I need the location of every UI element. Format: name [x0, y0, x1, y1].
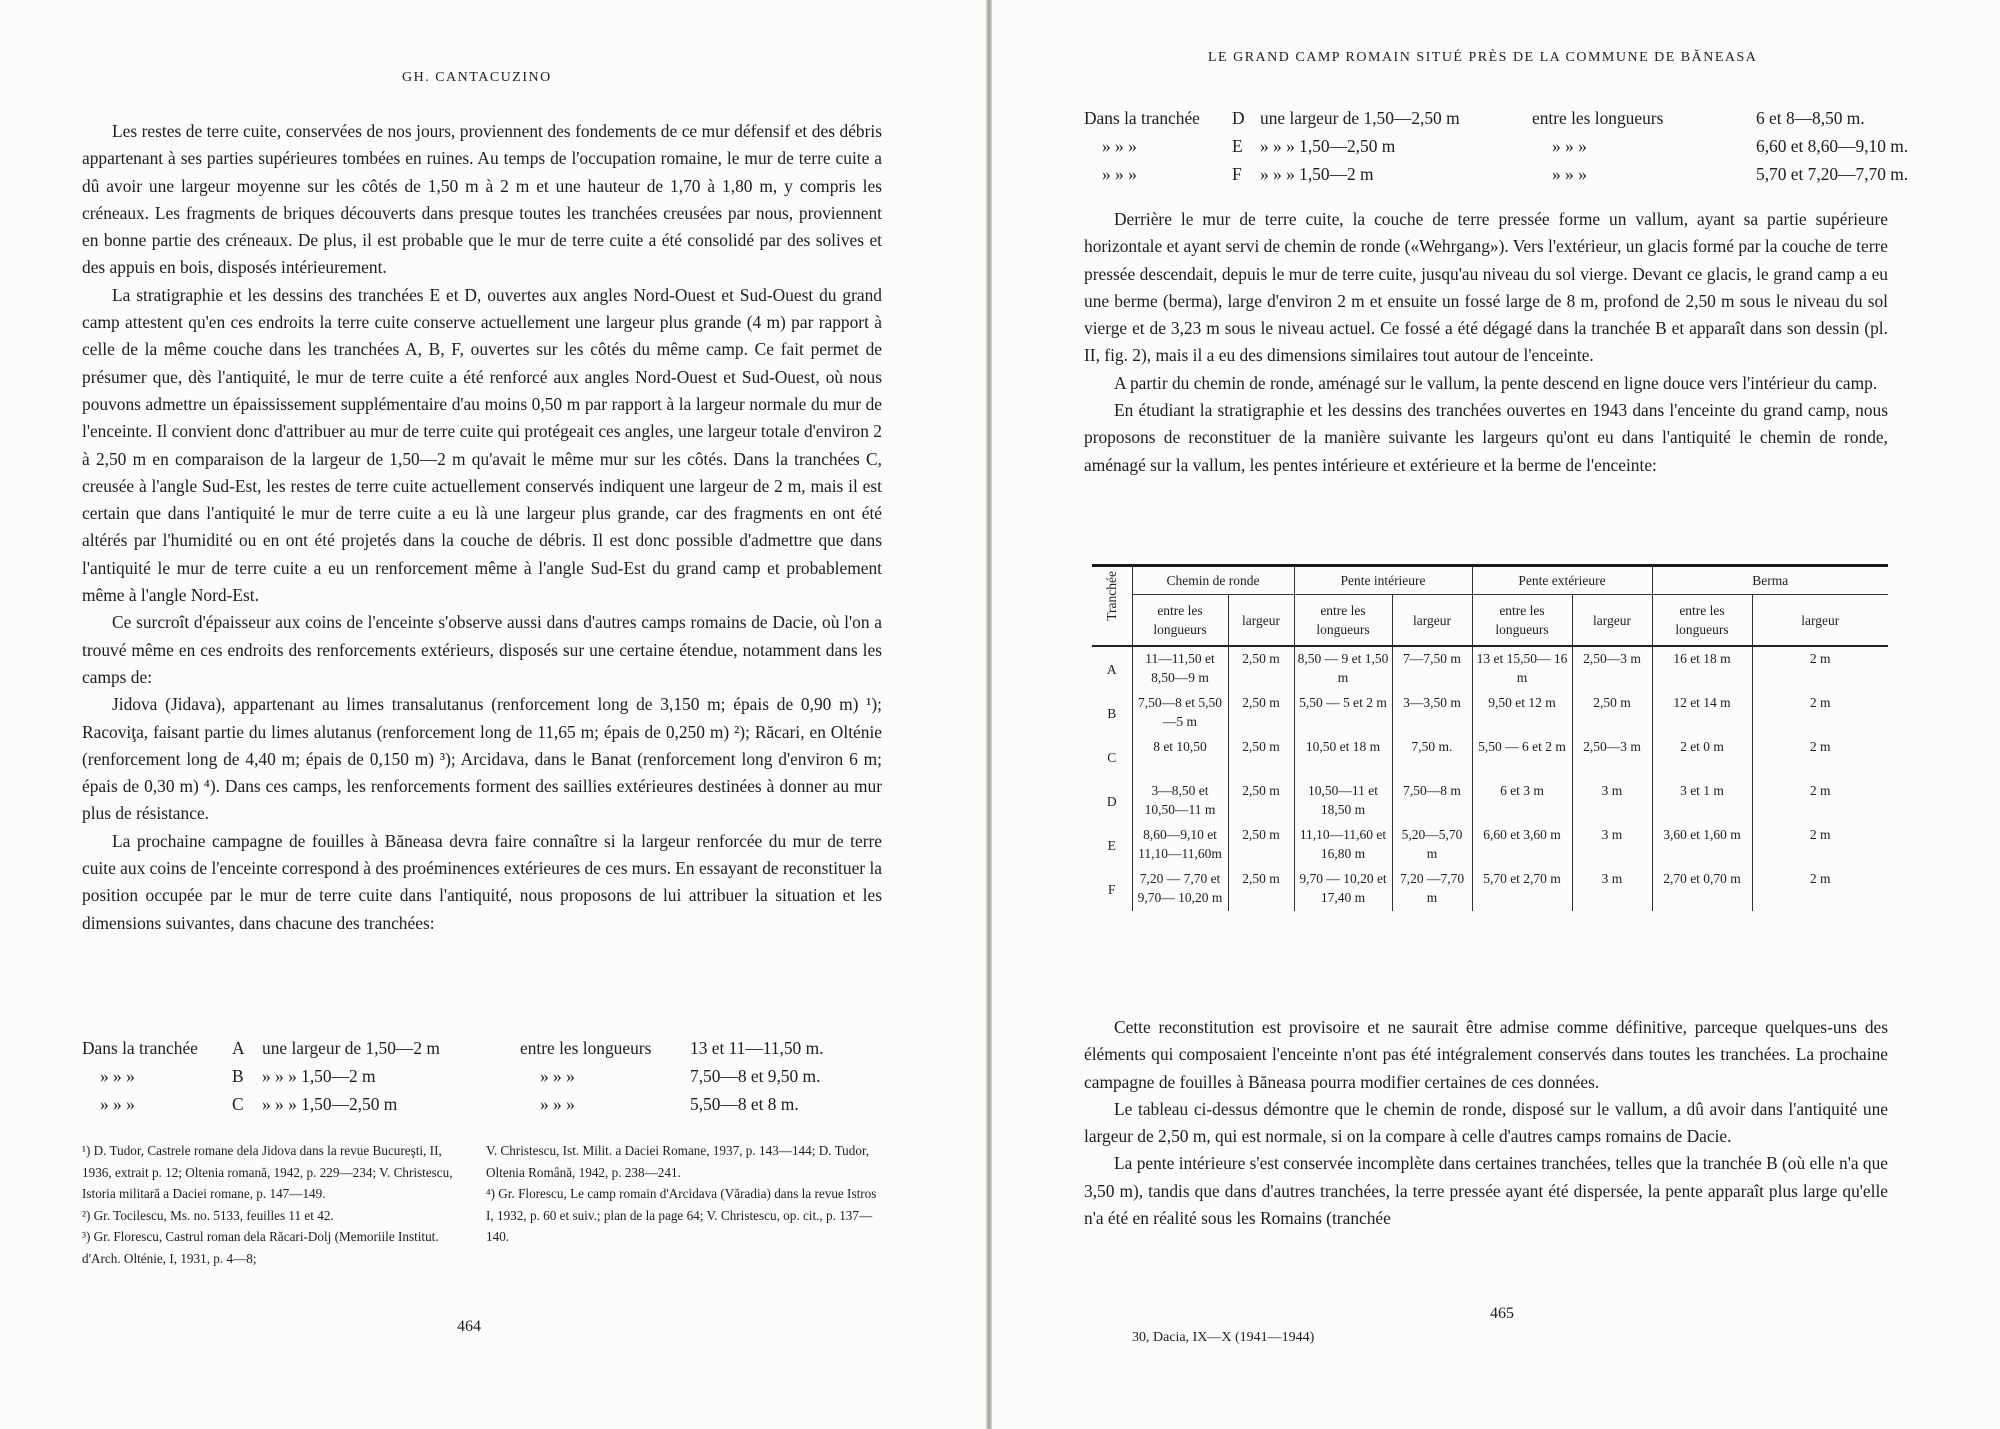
group-header: Pente extérieure — [1472, 567, 1652, 595]
table-cell: 2 m — [1752, 691, 1888, 735]
table-cell: 13 et 15,50— 16 m — [1472, 646, 1572, 691]
left-body-text — [82, 118, 882, 937]
list-cell: Dans la tranchée — [82, 1038, 198, 1058]
list-cell: » » » — [100, 1094, 135, 1114]
table-cell: 7,20 —7,70 m — [1392, 867, 1472, 911]
footnotes-column-2 — [486, 1140, 882, 1248]
paragraph: En étudiant la stratigraphie et les dessins des tranchées ouvertes en 1943 dans l'enceinte du grand camp, nous proposons de reconstituer de la manière suivante les largeurs qu'ont eu dans l'antiquité le chemin de ronde, aménagé sur la vallum, les pentes intérieure et extérieure et la berme de l'enceinte: — [1084, 400, 1888, 475]
subheader-between: entre les longueurs — [1472, 595, 1572, 647]
table-cell: 2,50 m — [1228, 735, 1294, 779]
list-cell: entre les longueurs — [520, 1038, 652, 1058]
table-cell: 2 m — [1752, 779, 1888, 823]
table-row — [1092, 691, 1888, 735]
right-page — [992, 0, 2000, 1429]
table-cell: 3 et 1 m — [1652, 779, 1752, 823]
list-cell: » » » 1,50—2,50 m — [262, 1094, 398, 1114]
right-body-text-top — [1084, 206, 1888, 479]
footnote: V. Christescu, Ist. Milit. a Daciei Romane, 1937, p. 143—144; D. Tudor, Oltenia Română, 1942, p. 238—241. — [486, 1143, 870, 1180]
table-cell: 7,50 m. — [1392, 735, 1472, 779]
list-cell: 6 et 8—8,50 m. — [1756, 108, 1865, 128]
table-cell: 2 et 0 m — [1652, 735, 1752, 779]
page-number-right: 465 — [1490, 1305, 1514, 1322]
trench-label: F — [1092, 867, 1132, 911]
subheader-width: largeur — [1752, 595, 1888, 647]
table-row — [1092, 823, 1888, 867]
table-row — [1092, 779, 1888, 823]
subheader-width: largeur — [1392, 595, 1472, 647]
list-cell: » » » — [100, 1066, 135, 1086]
table-cell: 10,50—11 et 18,50 m — [1294, 779, 1392, 823]
table-cell: 2 m — [1752, 867, 1888, 911]
running-head-left: GH. CANTACUZINO — [402, 70, 552, 85]
list-cell: 5,50—8 et 8 m. — [690, 1094, 799, 1114]
table-cell: 2 m — [1752, 735, 1888, 779]
trench-header-label: Tranchée — [1104, 571, 1120, 621]
trench-label: E — [1092, 823, 1132, 867]
list-cell: A — [232, 1038, 245, 1058]
list-cell: » » » — [540, 1066, 575, 1086]
table-cell: 2,50 m — [1228, 867, 1294, 911]
table-cell: 3 m — [1572, 823, 1652, 867]
table-cell: 5,20—5,70 m — [1392, 823, 1472, 867]
list-cell: » » » — [1552, 136, 1587, 156]
table-cell: 10,50 et 18 m — [1294, 735, 1392, 779]
list-cell: C — [232, 1094, 244, 1114]
subheader-between: entre les longueurs — [1132, 595, 1228, 647]
table-cell: 2,50 m — [1572, 691, 1652, 735]
trench-label: C — [1092, 735, 1132, 779]
table-cell: 2,50—3 m — [1572, 735, 1652, 779]
table-cell: 7,50—8 m — [1392, 779, 1472, 823]
list-cell: » » » 1,50—2 m — [262, 1066, 376, 1086]
trench-header — [1092, 567, 1132, 646]
list-cell: » » » — [1102, 164, 1137, 184]
list-cell: 13 et 11—11,50 m. — [690, 1038, 824, 1058]
table-cell: 7,20 — 7,70 et 9,70— 10,20 m — [1132, 867, 1228, 911]
table-cell: 5,50 — 5 et 2 m — [1294, 691, 1392, 735]
paragraph: A partir du chemin de ronde, aménagé sur le vallum, la pente descend en ligne douce vers l'intérieur du camp. — [1114, 372, 1878, 393]
trench-label: D — [1092, 779, 1132, 823]
table-cell: 6,60 et 3,60 m — [1472, 823, 1572, 867]
footnotes-column-1 — [82, 1140, 462, 1269]
list-cell: » » » 1,50—2,50 m — [1260, 136, 1396, 156]
paragraph: Cette reconstitution est provisoire et ne saurait être admise comme définitive, parceque quelques-uns des éléments qui composaient l'enceinte n'ont pas été intégralement conservés dans toutes les tranchées. La prochaine campagne de fouilles à Băneasa pourra modifier certaines de ces données. — [1084, 1017, 1888, 1092]
paragraph: Les restes de terre cuite, conservées de nos jours, proviennent des fondements de ce mur défensif et des débris appartenant à ses parties supérieures tombées en ruines. Au temps de l'occupation romaine, le mur de terre cuite a dû avoir une largeur moyenne sur les côtés de 1,50 m à 2 m et une hauteur de 1,70 à 1,80 m, y compris les créneaux. Les fragments de briques découverts dans presque toutes les tranchées creusées par nous, proviennent en bonne partie des créneaux. De plus, il est probable que le mur de terre cuite a été consolidé par des solives et des appuis en bois, disposés intérieurement. — [82, 121, 882, 278]
signature-mark: 30, Dacia, IX—X (1941—1944) — [1132, 1330, 1315, 1345]
list-cell: entre les longueurs — [1532, 108, 1664, 128]
footnote: ⁴) Gr. Florescu, Le camp romain d'Arcidava (Văradia) dans la revue Istros I, 1932, p. 60 et suiv.; plan de la page 64; V. Christescu, op. cit., p. 137—140. — [486, 1186, 877, 1244]
list-cell: » » » — [1102, 136, 1137, 156]
table-cell: 3,60 et 1,60 m — [1652, 823, 1752, 867]
list-cell: Dans la tranchée — [1084, 108, 1200, 128]
subheader-width: largeur — [1228, 595, 1294, 647]
table-cell: 16 et 18 m — [1652, 646, 1752, 691]
left-page — [0, 0, 988, 1429]
paragraph: Derrière le mur de terre cuite, la couche de terre pressée forme un vallum, ayant sa partie supérieure horizontale et ayant servi de chemin de ronde («Wehrgang»). Vers l'extérieur, un glacis formé par la couche de terre pressée descendait, depuis le mur de terre cuite, jusqu'au niveau du sol vierge. Devant ce glacis, le grand camp a eu une berme (berma), large d'environ 2 m et ensuite un fossé large de 8 m, profond de 2,50 m sous le niveau du sol vierge et de 3,23 m sous le niveau actuel. Ce fossé a été dégagé dans la tranchée B et apparaît dans son dessin (pl. II, fig. 2), mais il a eu des dimensions similaires tout autour de l'enceinte. — [1084, 209, 1888, 366]
table-cell: 2,50 m — [1228, 823, 1294, 867]
table-cell: 2,50—3 m — [1572, 646, 1652, 691]
group-header: Chemin de ronde — [1132, 567, 1294, 595]
table-cell: 8,50 — 9 et 1,50 m — [1294, 646, 1392, 691]
group-header: Berma — [1652, 567, 1888, 595]
list-cell: E — [1232, 136, 1243, 156]
subheader-between: entre les longueurs — [1294, 595, 1392, 647]
trench-label: A — [1092, 646, 1132, 691]
list-cell: 6,60 et 8,60—9,10 m. — [1756, 136, 1909, 156]
list-cell: une largeur de 1,50—2,50 m — [1260, 108, 1460, 128]
table-cell: 11,10—11,60 et 16,80 m — [1294, 823, 1392, 867]
right-body-text-bottom — [1084, 1014, 1888, 1232]
table-cell: 2 m — [1752, 823, 1888, 867]
table-cell: 2 m — [1752, 646, 1888, 691]
page-number-left: 464 — [457, 1318, 481, 1335]
table-cell: 2,50 m — [1228, 646, 1294, 691]
paragraph: La prochaine campagne de fouilles à Băneasa devra faire connaître si la largeur renforcée du mur de terre cuite aux coins de l'enceinte correspond à des proéminences extérieures de ces murs. En essayant de reconstituer la position occupée par le mur de terre cuite dans l'antiquité, nous proposons de lui attribuer la situation et les dimensions suivantes, dans chacune des tranchées: — [82, 830, 882, 933]
table-cell: 2,50 m — [1228, 691, 1294, 735]
group-header: Pente intérieure — [1294, 567, 1472, 595]
paragraph: Ce surcroît d'épaisseur aux coins de l'enceinte s'observe aussi dans d'autres camps romains de Dacie, où l'on a trouvé même en ces endroits des renforcements extérieurs, disposés sur une certaine étendue, notamment dans les camps de: — [82, 612, 882, 687]
table-cell: 8 et 10,50 — [1132, 735, 1228, 779]
data-table — [1092, 567, 1888, 911]
table-cell: 3—3,50 m — [1392, 691, 1472, 735]
list-cell: » » » — [540, 1094, 575, 1114]
paragraph: Jidova (Jidava), appartenant au limes transalutanus (renforcement long de 3,150 m; épais de 0,90 m) ¹); Racoviţa, faisant partie du limes alutanus (renforcement long de 11,65 m; épais de 0,250 m) ²); Răcari, en Olténie (renforcement long de 4,40 m; épais de 0,150 m) ³); Arcidava, dans le Banat (renforcement long d'environ 6 m; épais de 0,30 m) ⁴). Dans ces camps, les renforcements forment des saillies extérieures destinées à donner au mur plus de résistance. — [82, 694, 882, 824]
list-cell: une largeur de 1,50—2 m — [262, 1038, 440, 1058]
table-cell: 3 m — [1572, 779, 1652, 823]
table-cell: 3—8,50 et 10,50—11 m — [1132, 779, 1228, 823]
list-cell: » » » 1,50—2 m — [1260, 164, 1374, 184]
table-row — [1092, 867, 1888, 911]
table-row — [1092, 735, 1888, 779]
table-cell: 9,70 — 10,20 et 17,40 m — [1294, 867, 1392, 911]
subheader-between: entre les longueurs — [1652, 595, 1752, 647]
list-cell: » » » — [1552, 164, 1587, 184]
list-cell: 5,70 et 7,20—7,70 m. — [1756, 164, 1909, 184]
table-cell: 11—11,50 et 8,50—9 m — [1132, 646, 1228, 691]
table-cell: 7—7,50 m — [1392, 646, 1472, 691]
list-cell: F — [1232, 164, 1242, 184]
trench-label: B — [1092, 691, 1132, 735]
table-cell: 9,50 et 12 m — [1472, 691, 1572, 735]
list-cell: D — [1232, 108, 1245, 128]
table-row — [1092, 646, 1888, 691]
table-cell: 2,70 et 0,70 m — [1652, 867, 1752, 911]
list-cell: B — [232, 1066, 244, 1086]
table-cell: 12 et 14 m — [1652, 691, 1752, 735]
footnote: ²) Gr. Tocilescu, Ms. no. 5133, feuilles 11 et 42. — [82, 1207, 334, 1223]
table-cell: 6 et 3 m — [1472, 779, 1572, 823]
footnote: ¹) D. Tudor, Castrele romane dela Jidova dans la revue Bucureşti, II, 1936, extrait p. 12; Oltenia romană, 1942, p. 229—234; V. Christescu, Istoria militară a Daciei romane, p. 147—149. — [82, 1143, 453, 1201]
data-table-wrapper — [1092, 564, 1888, 911]
paragraph: La pente intérieure s'est conservée incomplète dans certaines tranchées, telles que la tranchée B (où elle n'a que 3,50 m), tandis que dans d'autres tranchées, la terre pressée ayant été dispersée, la pente apparaît plus large qu'elle n'a été en réalité sous les Romains (tranchée — [1084, 1153, 1889, 1229]
table-cell: 8,60—9,10 et 11,10—11,60m — [1132, 823, 1228, 867]
table-cell: 5,50 — 6 et 2 m — [1472, 735, 1572, 779]
subheader-width: largeur — [1572, 595, 1652, 647]
running-head-right: LE GRAND CAMP ROMAIN SITUÉ PRÈS DE LA COMMUNE DE BĂNEASA — [1208, 50, 1758, 65]
list-cell: 7,50—8 et 9,50 m. — [690, 1066, 821, 1086]
table-cell: 7,50—8 et 5,50—5 m — [1132, 691, 1228, 735]
table-cell: 3 m — [1572, 867, 1652, 911]
paragraph: La stratigraphie et les dessins des tranchées E et D, ouvertes aux angles Nord-Ouest et Sud-Ouest du grand camp attestent qu'en ces endroits la terre cuite conserve actuellement une largeur plus grande (4 m) par rapport à celle de la même couche dans les tranchées A, B, F, ouvertes sur les côtés du même camp. Ce fait permet de présumer que, dès l'antiquité, le mur de terre cuite a été renforcé aux angles Nord-Ouest et Sud-Ouest, où nous pouvons admettre un épaississement supplémentaire d'au moins 0,50 m par rapport à la largeur normale du mur de l'enceinte. Il convient donc d'attribuer au mur de terre cuite qui protégeait ces angles, une largeur totale d'environ 2 à 2,50 m en comparaison de la largeur de 1,50—2 m qu'avait le même mur sur les côtés. Dans la tranchées C, creusée à l'angle Sud-Est, les restes de terre cuite actuellement conservés indiquent une largeur de 2 m, mais il est certain que dans l'antiquité le mur de terre cuite a eu là une largeur plus grande, car des fragments en ont été altérés par l'humidité ou en ont été projetés dans la couche de débris. Il est donc possible d'admettre que dans l'antiquité le mur de terre cuite a eu un renforcement même à l'angle Sud-Est du grand camp et probablement même à l'angle Nord-Est. — [82, 284, 882, 606]
table-cell: 2,50 m — [1228, 779, 1294, 823]
table-cell: 5,70 et 2,70 m — [1472, 867, 1572, 911]
footnote: ³) Gr. Florescu, Castrul roman dela Răcari-Dolj (Memoriile Institut. d'Arch. Olténie, I, 1931, p. 4—8; — [82, 1229, 439, 1266]
table-body — [1092, 646, 1888, 911]
paragraph: Le tableau ci-dessus démontre que le chemin de ronde, disposé sur le vallum, a dû avoir dans l'antiquité une largeur de 2,50 m, qui est normale, si on la compare à celle d'autres camps romains de Dacie. — [1084, 1098, 1888, 1147]
